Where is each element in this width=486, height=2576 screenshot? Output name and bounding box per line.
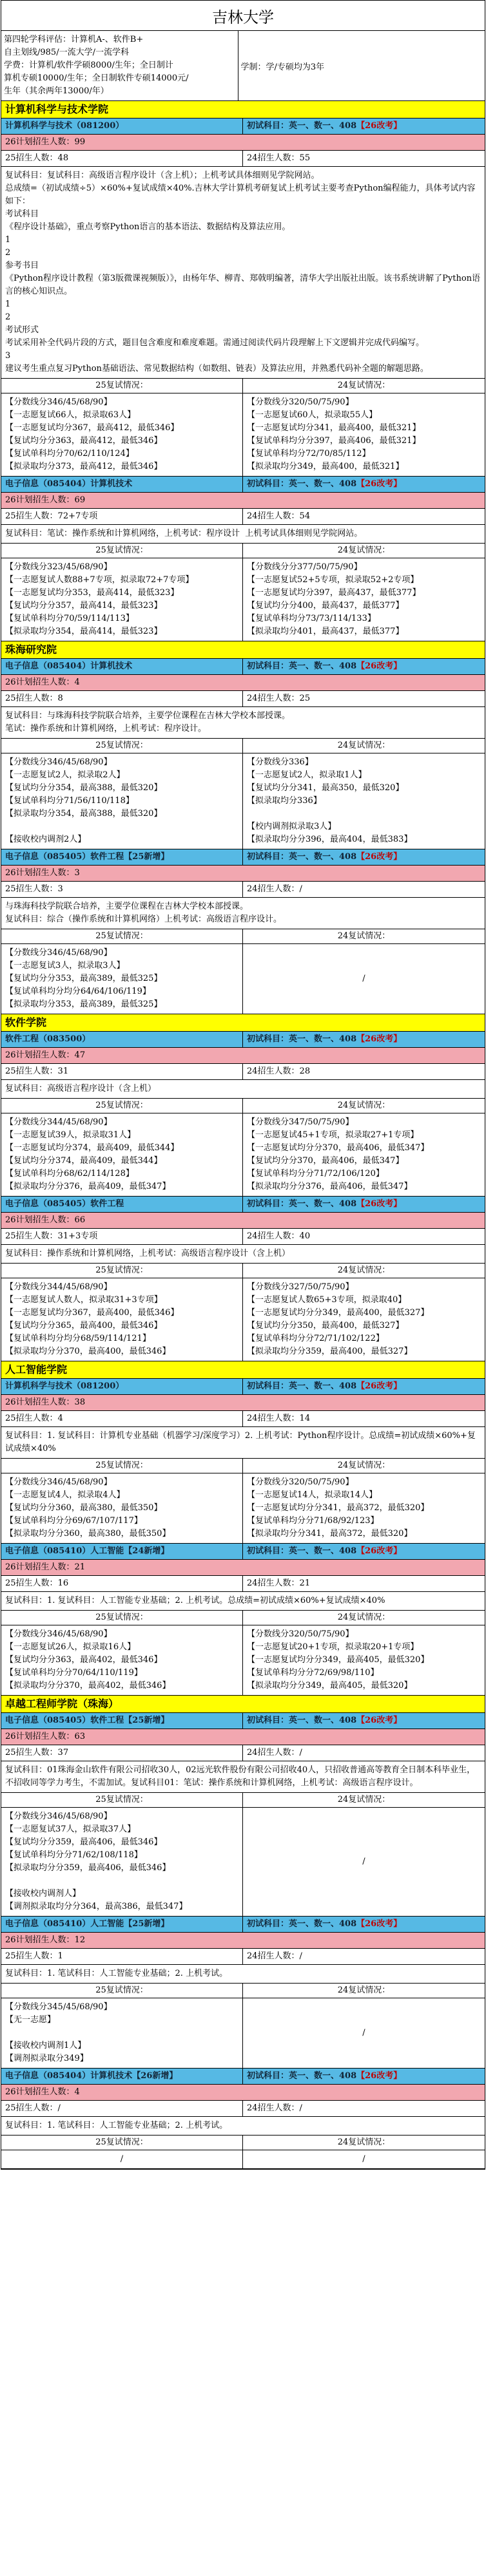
- exam-change-badge: 【26改考】: [356, 852, 402, 862]
- program-code: 电子信息（085404）计算机技术【26新增】: [1, 2069, 243, 2084]
- stat-line: 【复试单科均分70/62/110/124】: [5, 449, 134, 459]
- retest-subjects: 复试科目：笔试：操作系统和计算机网络，上机考试：程序设计 上机考试具体细则见学院网站。: [1, 525, 485, 544]
- exam-subjects: [243, 1379, 485, 1394]
- stat-line: 【一志愿复试均分分349，最高405，最低320】: [247, 1655, 429, 1665]
- plan-count: 26计划招生人数：66: [1, 1213, 485, 1229]
- retest-stats: [1, 558, 485, 641]
- retest-stats-25: [1, 944, 243, 1014]
- exam-subjects: [243, 1917, 485, 1932]
- retest-header: [1, 739, 485, 753]
- retest-header: [1, 1611, 485, 1625]
- exam-text: 初试科目：英一、数一、408: [247, 852, 357, 862]
- stat-line: 【拟录取均分354，最高388，最低320】: [5, 809, 162, 819]
- stat-line: 【分数线分347/50/75/90】: [247, 1117, 354, 1127]
- retest-stats-24: [243, 1113, 485, 1196]
- exam-text: 初试科目：英一、数一、408: [247, 1199, 357, 1209]
- stat-line: 【拟录取均分353，最高389，最低325】: [5, 999, 162, 1009]
- stat-line: 【复试单科均分分70/64/110/119】: [5, 1668, 142, 1678]
- exam-change-badge: 【26改考】: [356, 2071, 402, 2081]
- enrollment-row: [1, 691, 485, 707]
- program-code: 计算机科学与技术（081200）: [1, 118, 243, 134]
- stat-line: 【复试单科均分72/70/85/112】: [247, 449, 371, 459]
- retest-stats-24: [243, 1278, 485, 1361]
- stat-line: 【一志愿复试人数65+3专项，拟录取40】: [247, 1295, 407, 1305]
- exam-text: 初试科目：英一、数一、408: [247, 1716, 357, 1725]
- program-header: [1, 1197, 485, 1213]
- enrollment-24: 24招生人数：/: [247, 2103, 302, 2113]
- stat-line: 【分数线分分377/50/75/90】: [247, 562, 362, 572]
- stat-line: 【分数线分323/45/68/90】: [5, 562, 112, 572]
- retest-header: [1, 1264, 485, 1278]
- stat-line: 【分数线分327/50/75/90】: [247, 1282, 354, 1292]
- plan-count: 26计划招生人数：4: [1, 675, 485, 691]
- retest-header: [1, 379, 485, 393]
- stat-line: 【一志愿复试均分353，最高414，最低323】: [5, 588, 179, 598]
- stat-line: 【复试均分分360，最高380，最低350】: [5, 1503, 162, 1513]
- retest-stats: [1, 1473, 485, 1544]
- page: [1, 0, 485, 2170]
- stat-line: 【复试单科均分68/62/114/128】: [5, 1169, 134, 1179]
- retest-header-25: 25复试情况：: [1, 2136, 243, 2150]
- exam-text: 初试科目：英一、数一、408: [247, 1034, 357, 1044]
- info-line: 自主划线/985/一流大学/一流学科: [4, 48, 129, 57]
- stat-line: 【一志愿复试2人，拟录取1人】: [247, 770, 367, 780]
- enrollment-24: 24招生人数：25: [247, 694, 311, 703]
- enrollment-25: 25招生人数：/: [1, 2101, 243, 2116]
- program-header: [1, 1032, 485, 1048]
- stat-line: 【拟录取均分336】: [247, 796, 322, 806]
- plan-count: 26计划招生人数：12: [1, 1933, 485, 1949]
- enrollment-24: 24招生人数：40: [247, 1231, 311, 1241]
- exam-change-badge: 【26改考】: [356, 1546, 402, 1556]
- exam-change-badge: 【26改考】: [356, 1034, 402, 1044]
- stat-line: [5, 820, 238, 833]
- school-info: [1, 31, 485, 101]
- retest-stats-24: [243, 558, 485, 641]
- exam-change-badge: 【26改考】: [356, 1381, 402, 1391]
- stat-line: 【一志愿复试均分341，最高400，最低321】: [247, 423, 421, 433]
- stat-line: 【分数线分336】: [247, 757, 313, 767]
- program-header: [1, 1917, 485, 1933]
- retest-stats-25: [1, 1998, 243, 2068]
- retest-stats: [1, 1998, 485, 2069]
- stat-line: /: [120, 2154, 124, 2164]
- program-code: 电子信息（085404）计算机技术: [1, 659, 243, 674]
- stat-line: 【复试均分分357，最高414，最低323】: [5, 601, 162, 611]
- retest-header: [1, 1099, 485, 1113]
- stat-line: 【一志愿复试2人，拟录取2人】: [5, 770, 125, 780]
- retest-header: [1, 1793, 485, 1808]
- info-line: 学费：计算机/软件学硕8000/生年；全日制计: [4, 61, 173, 70]
- stat-line: 【拟录取均分分359，最高406，最低346】: [5, 1863, 171, 1873]
- retest-header-24: 24复试情况：: [337, 2137, 391, 2147]
- program-code: 电子信息（085405）软件工程: [1, 1197, 243, 1212]
- school-info-right: 学制：学/专硕均为3年: [240, 62, 325, 72]
- plan-count: 26计划招生人数：4: [1, 2085, 485, 2101]
- exam-text: 初试科目：英一、数一、408: [247, 1546, 357, 1556]
- college-header: 卓越工程师学院（珠海）: [1, 1696, 485, 1713]
- retest-header: [1, 929, 485, 944]
- retest-stats: [1, 1113, 485, 1197]
- exam-text: 初试科目：英一、数一、408: [247, 2071, 357, 2081]
- info-line: 第四轮学科评估：计算机A-、软件B+: [4, 35, 144, 44]
- retest-stats-25: [1, 1808, 243, 1916]
- stat-line: 【复试均分分341，最高350，最低320】: [247, 783, 404, 793]
- retest-stats: [1, 1278, 485, 1361]
- retest-stats-24: [243, 393, 485, 476]
- stat-line: 【拟录取均分分370，最高400，最低346】: [5, 1347, 171, 1356]
- program-code: 电子信息（085405）软件工程【25新增】: [1, 849, 243, 865]
- retest-header-24: 24复试情况：: [337, 381, 391, 390]
- stat-line: 【拟录取均分分359，最高400，最低327】: [247, 1347, 413, 1356]
- stat-line: 【一志愿复试人数人，拟录取31+3专项】: [5, 1295, 162, 1305]
- stat-line: 【复试单科均分71/56/110/118】: [5, 796, 134, 806]
- stat-line: 【拟录取均分分360，最高380，最低350】: [5, 1529, 171, 1539]
- stat-line: 【接收校内调剂1人】: [5, 2041, 86, 2050]
- retest-header: [1, 2136, 485, 2150]
- stat-line: 【一志愿复试3人，拟录取3人】: [5, 961, 125, 971]
- retest-header-25: 25复试情况：: [1, 1984, 243, 1998]
- stat-line: 【分数线分344/45/68/90】: [5, 1117, 112, 1127]
- stat-line: 【拟录取均分分396，最高404，最低383】: [247, 835, 413, 844]
- stat-line: 【复试单科均分分397，最高406，最低321】: [247, 436, 421, 446]
- retest-header-25: 25复试情况：: [1, 1264, 243, 1278]
- info-line: 生年（其余两年13000/年）: [4, 86, 109, 96]
- stat-line: 【复试均分分354，最高388，最低320】: [5, 783, 162, 793]
- retest-header-25: 25复试情况：: [1, 544, 243, 558]
- program-header: [1, 1379, 485, 1395]
- exam-change-badge: 【26改考】: [356, 661, 402, 671]
- stat-line: 【分数线分346/45/68/90】: [5, 397, 112, 407]
- retest-header: [1, 1459, 485, 1473]
- enrollment-24: 24招生人数：/: [247, 1748, 302, 1757]
- program-header: [1, 1713, 485, 1729]
- retest-subjects: 复试科目：与珠海科技学院联合培养，主要学位课程在吉林大学校本部授课。 笔试：操作系统和计算机网络，上机考试：程序设计。: [1, 707, 485, 739]
- stat-line: 【分数线分346/45/68/90】: [5, 1812, 112, 1821]
- retest-header: [1, 544, 485, 558]
- empty-marker: /: [362, 2028, 365, 2038]
- stat-line: 【分数线分346/45/68/90】: [5, 1629, 112, 1639]
- exam-change-badge: 【26改考】: [356, 1199, 402, 1209]
- retest-header-24: 24复试情况：: [337, 1265, 391, 1275]
- retest-stats: [1, 393, 485, 477]
- enrollment-row: [1, 882, 485, 898]
- enrollment-25: 25招生人数：3: [1, 882, 243, 897]
- stat-line: 【复试均分分400，最高437，最低377】: [247, 601, 404, 611]
- retest-stats-24: [243, 2150, 485, 2168]
- enrollment-row: [1, 1229, 485, 1245]
- retest-subjects: 复试科目：高级语言程序设计（含上机）: [1, 1080, 485, 1099]
- retest-header-25: 25复试情况：: [1, 929, 243, 943]
- stat-line: 【复试均分分353，最高389，最低325】: [5, 974, 162, 983]
- program-header: [1, 477, 485, 493]
- stat-line: 【一志愿复试均分367，最高412，最低346】: [5, 423, 179, 433]
- stat-line: 【一志愿复试均分374，最高409，最低344】: [5, 1143, 179, 1153]
- stat-line: 【拟录取均分354，最高414，最低323】: [5, 627, 162, 636]
- enrollment-row: [1, 1576, 485, 1592]
- stat-line: 【分数线分345/45/68/90】: [5, 2002, 112, 2012]
- stat-line: 【一志愿复试26人，拟录取16人】: [5, 1642, 136, 1652]
- retest-stats: [1, 753, 485, 849]
- plan-count: 26计划招生人数：63: [1, 1729, 485, 1745]
- retest-subjects: 复试科目：01珠海金山软件有限公司招收30人，02远光软件股份有限公司招收40人，只招收普通高等教育全日制本科毕业生，不招收同等学力考生，不需加试。复试科目01：笔试：操作系统和计算机网络，上机考试：高级语言程序设计。: [1, 1761, 485, 1793]
- stat-line: 【复试单科均分73/73/114/133】: [247, 614, 376, 623]
- retest-header-24: 24复试情况：: [337, 1985, 391, 1995]
- stat-line: 【一志愿复试人数88+7专项，拟录取72+7专项】: [5, 575, 194, 585]
- stat-line: 【一志愿复试66人，拟录取63人】: [5, 410, 136, 420]
- stat-line: 【一志愿复试14人，拟录取14人】: [247, 1490, 378, 1500]
- retest-stats-24: [243, 1998, 485, 2068]
- retest-subjects: 复试科目：1. 笔试科目：人工智能专业基础；2. 上机考试。: [1, 2117, 485, 2136]
- retest-subjects: 复试科目：1. 笔试科目：人工智能专业基础；2. 上机考试。: [1, 1965, 485, 1984]
- retest-header-24: 24复试情况：: [337, 931, 391, 941]
- retest-subjects: 复试科目：1. 复试科目：计算机专业基础（机器学习/深度学习）2. 上机考试：Python程序设计。总成绩=初试成绩×60%+复试成绩×40%: [1, 1427, 485, 1459]
- enrollment-24: 24招生人数：28: [247, 1066, 311, 1076]
- retest-stats-25: [1, 1473, 243, 1543]
- empty-marker: /: [362, 2154, 365, 2164]
- retest-header-25: 25复试情况：: [1, 1459, 243, 1473]
- retest-header-25: 25复试情况：: [1, 739, 243, 753]
- retest-stats: [1, 2150, 485, 2169]
- enrollment-row: [1, 509, 485, 525]
- enrollment-24: 24招生人数：/: [247, 1951, 302, 1961]
- retest-subjects: 复试科目：复试科目：高级语言程序设计（含上机）；上机考试具体细则见学院网站。 总成绩=（初试成绩÷5）×60%+复试成绩×40%.吉林大学计算机考研复试上机考试主要考查Python编程能力，具体考试内容如下： 考试科目 《程序设计基础》，重点考察Python语言的基本语法、数据结构及算法应用。 1 2 参考书目 《Python程序设计教程（第3版微课视频版）》，由杨年华、柳青、郑戟明编著，清华大学出版社出版。该书系统讲解了Python语言的核心知识点。 1 2 考试形式 考试采用补全代码片段的方式，题目包含难度和难度难题。需通过阅读代码片段理解上下文逻辑并完成代码编写。 3 建议考生重点复习Python基础语法、常见数据结构（如数组、链表）及算法应用，并熟悉代码补全题的解题思路。: [1, 167, 485, 379]
- stat-line: 【复试单科均分分69/67/107/117】: [5, 1516, 142, 1526]
- exam-change-badge: 【26改考】: [356, 479, 402, 489]
- stat-line: 【一志愿复试45+1专项，拟录取27+1专项】: [247, 1130, 419, 1140]
- exam-subjects: [243, 849, 485, 865]
- stat-line: 【复试单科均分均分68/59/114/121】: [5, 1334, 151, 1343]
- exam-subjects: [243, 1197, 485, 1212]
- stat-line: 【无一志愿】: [5, 2015, 56, 2025]
- enrollment-row: [1, 2101, 485, 2117]
- empty-marker: /: [362, 974, 365, 983]
- sections: [1, 101, 485, 2169]
- enrollment-24: 24招生人数：/: [247, 884, 302, 894]
- stat-line: 【分数线分344/45/68/90】: [5, 1282, 112, 1292]
- enrollment-row: [1, 1949, 485, 1965]
- enrollment-25: 25招生人数：8: [1, 691, 243, 706]
- stat-line: 【一志愿复试37人，拟录取37人】: [5, 1824, 136, 1834]
- stat-line: 【一志愿复试均分分349，最高400，最低327】: [247, 1308, 429, 1318]
- retest-subjects: 复试科目：操作系统和计算机网络，上机考试：高级语言程序设计（含上机）: [1, 1245, 485, 1264]
- stat-line: [5, 2027, 238, 2040]
- stat-line: 【复试均分分359，最高406，最低346】: [5, 1837, 162, 1847]
- exam-text: 初试科目：英一、数一、408: [247, 121, 357, 131]
- exam-subjects: [243, 1032, 485, 1047]
- exam-subjects: [243, 477, 485, 492]
- stat-line: 【一志愿复试52+5专项，拟录取52+2专项】: [247, 575, 419, 585]
- stat-line: 【拟录取均分分341，最高372，最低320】: [247, 1529, 413, 1539]
- retest-stats-25: [1, 1278, 243, 1361]
- enrollment-25: 25招生人数：37: [1, 1745, 243, 1761]
- stat-line: 【复试均分分374，最高409，最低344】: [5, 1156, 162, 1166]
- enrollment-24: 24招生人数：54: [247, 511, 311, 521]
- retest-header-24: 24复试情况：: [337, 1101, 391, 1110]
- enrollment-row: [1, 1745, 485, 1761]
- program-header: [1, 118, 485, 135]
- program-header: [1, 1544, 485, 1560]
- retest-stats-24: [243, 1473, 485, 1543]
- plan-count: 26计划招生人数：69: [1, 493, 485, 509]
- enrollment-row: [1, 151, 485, 167]
- stat-line: 【拟录取均分分370，最高402，最低346】: [5, 1681, 171, 1690]
- empty-marker: /: [362, 1857, 365, 1866]
- program-code: 电子信息（085405）软件工程【25新增】: [1, 1713, 243, 1728]
- stat-line: 【分数线分320/50/75/90】: [247, 397, 354, 407]
- stat-line: 【拟录取均分分376，最高409，最低347】: [5, 1182, 171, 1191]
- retest-stats-25: [1, 2150, 243, 2168]
- program-header: [1, 849, 485, 866]
- stat-line: 【一志愿复试均分分341，最高372，最低320】: [247, 1503, 429, 1513]
- retest-stats-25: [1, 1113, 243, 1196]
- stat-line: 【接收校内调剂人】: [5, 1889, 81, 1899]
- stat-line: 【分数线分346/45/68/90】: [5, 1477, 112, 1487]
- retest-header-24: 24复试情况：: [337, 545, 391, 555]
- enrollment-row: [1, 1411, 485, 1427]
- plan-count: 26计划招生人数：99: [1, 135, 485, 151]
- stat-line: 【复试单科均分均分64/64/106/119】: [5, 987, 151, 996]
- retest-header-24: 24复试情况：: [337, 1461, 391, 1470]
- exam-subjects: [243, 659, 485, 674]
- retest-header: [1, 1984, 485, 1998]
- stat-line: 【复试均分分350，最高400，最低327】: [247, 1321, 404, 1331]
- enrollment-25: 25招生人数：48: [1, 151, 243, 166]
- enrollment-row: [1, 1064, 485, 1080]
- retest-stats-25: [1, 753, 243, 849]
- retest-header-24: 24复试情况：: [337, 741, 391, 750]
- stat-line: 【分数线分320/50/75/90】: [247, 1477, 354, 1487]
- retest-stats-25: [1, 558, 243, 641]
- college-header: 珠海研究院: [1, 641, 485, 659]
- stat-line: 【分数线分346/45/68/90】: [5, 948, 112, 958]
- stat-line: 【复试单科均分分71/68/92/123】: [247, 1516, 379, 1526]
- stat-line: 【拟录取均分401，最高437，最低377】: [247, 627, 404, 636]
- plan-count: 26计划招生人数：38: [1, 1395, 485, 1411]
- exam-text: 初试科目：英一、数一、408: [247, 479, 357, 489]
- stat-line: 【一志愿复试60人，拟录取55人】: [247, 410, 378, 420]
- stat-line: 【一志愿复试均分397，最高437，最低377】: [247, 588, 421, 598]
- stat-line: 【复试单科均分分72/71/102/122】: [247, 1334, 384, 1343]
- exam-change-badge: 【26改考】: [356, 1716, 402, 1725]
- enrollment-25: 25招生人数：4: [1, 1411, 243, 1426]
- program-code: 电子信息（085410）人工智能【25新增】: [1, 1917, 243, 1932]
- enrollment-24: 24招生人数：14: [247, 1414, 311, 1423]
- enrollment-25: 25招生人数：31: [1, 1064, 243, 1079]
- stat-line: 【拟录取均分分376，最高406，最低347】: [247, 1182, 413, 1191]
- stat-line: 【一志愿复试均分367，最高400，最低346】: [5, 1308, 179, 1318]
- retest-stats-25: [1, 1625, 243, 1695]
- college-header: 计算机科学与技术学院: [1, 101, 485, 118]
- stat-line: 【拟录取均分分349，最高405，最低320】: [247, 1681, 413, 1690]
- retest-stats: [1, 1625, 485, 1696]
- retest-stats-24: [243, 944, 485, 1014]
- stat-line: 【一志愿复试4人，拟录取4人】: [5, 1490, 125, 1500]
- retest-stats: [1, 944, 485, 1014]
- retest-stats: [1, 1808, 485, 1917]
- stat-line: 【调剂拟录取均分分364，最高386，最低347】: [5, 1902, 188, 1911]
- college-header: 人工智能学院: [1, 1361, 485, 1379]
- retest-stats-24: [243, 1625, 485, 1695]
- school-info-left: [1, 31, 238, 100]
- retest-header-25: 25复试情况：: [1, 1611, 243, 1625]
- stat-line: 【复试单科均分70/59/114/113】: [5, 614, 134, 623]
- stat-line: 【复试均分分363，最高402，最低346】: [5, 1655, 162, 1665]
- stat-line: 【一志愿复试39人，拟录取31人】: [5, 1130, 136, 1140]
- retest-header-24: 24复试情况：: [337, 1795, 391, 1804]
- exam-subjects: [243, 2069, 485, 2084]
- stat-line: 【复试单科均分分71/62/108/118】: [5, 1850, 142, 1860]
- exam-text: 初试科目：英一、数一、408: [247, 661, 357, 671]
- enrollment-24: 24招生人数：55: [247, 153, 311, 163]
- exam-text: 初试科目：英一、数一、408: [247, 1381, 357, 1391]
- program-code: 计算机科学与技术（081200）: [1, 1379, 243, 1394]
- stat-line: 【复试均分分370，最高406，最低347】: [247, 1156, 404, 1166]
- program-header: [1, 659, 485, 675]
- retest-stats-24: [243, 1808, 485, 1916]
- exam-subjects: [243, 118, 485, 134]
- stat-line: 【接收校内调剂2人】: [5, 835, 86, 844]
- stat-line: 【复试均分分363，最高412，最低346】: [5, 436, 162, 446]
- page-title: 吉林大学: [1, 1, 485, 31]
- program-code: 电子信息（085404）计算机技术: [1, 477, 243, 492]
- stat-line: 【校内调剂拟录取3人】: [247, 822, 336, 831]
- stat-line: [5, 1875, 238, 1888]
- program-code: 软件工程（083500）: [1, 1032, 243, 1047]
- enrollment-25: 25招生人数：72+7专项: [1, 509, 243, 524]
- exam-subjects: [243, 1544, 485, 1559]
- retest-subjects: 与珠海科技学院联合培养，主要学位课程在吉林大学校本部授课。 复试科目：综合（操作系统和计算机网络）上机考试：高级语言程序设计。: [1, 898, 485, 929]
- retest-stats-25: [1, 393, 243, 476]
- stat-line: 【复试单科均分分71/72/106/120】: [247, 1169, 384, 1179]
- exam-subjects: [243, 1713, 485, 1728]
- stat-line: 【调剂拟录取分349】: [5, 2054, 88, 2063]
- stat-line: 【拟录取均分373，最高412，最低346】: [5, 462, 162, 471]
- program-code: 电子信息（085410）人工智能【24新增】: [1, 1544, 243, 1559]
- enrollment-24: 24招生人数：21: [247, 1578, 311, 1588]
- exam-change-badge: 【26改考】: [356, 121, 402, 131]
- stat-line: 【分数线分346/45/68/90】: [5, 757, 112, 767]
- plan-count: 26计划招生人数：3: [1, 866, 485, 882]
- stat-line: 【拟录取均分349，最高400，最低321】: [247, 462, 404, 471]
- program-header: [1, 2069, 485, 2085]
- stat-line: 【复试均分分365，最高400，最低346】: [5, 1321, 162, 1331]
- college-header: 软件学院: [1, 1014, 485, 1032]
- enrollment-25: 25招生人数：1: [1, 1949, 243, 1964]
- exam-change-badge: 【26改考】: [356, 1919, 402, 1929]
- retest-stats-24: [243, 753, 485, 849]
- stat-line: 【复试单科均分分72/69/98/110】: [247, 1668, 379, 1678]
- plan-count: 26计划招生人数：21: [1, 1560, 485, 1576]
- retest-header-25: 25复试情况：: [1, 1793, 243, 1807]
- stat-line: 【分数线分320/50/75/90】: [247, 1629, 354, 1639]
- retest-subjects: 复试科目：1. 复试科目：人工智能专业基础；2. 上机考试。总成绩=初试成绩×60%+复试成绩×40%: [1, 1592, 485, 1611]
- plan-count: 26计划招生人数：47: [1, 1048, 485, 1064]
- stat-line: 【一志愿复试均分分370，最高406，最低347】: [247, 1143, 429, 1153]
- retest-header-25: 25复试情况：: [1, 379, 243, 393]
- retest-header-25: 25复试情况：: [1, 1099, 243, 1113]
- info-line: 算机专硕10000/生年；全日制软件专硕14000元/: [4, 73, 189, 83]
- stat-line: [247, 808, 481, 820]
- exam-text: 初试科目：英一、数一、408: [247, 1919, 357, 1929]
- stat-line: 【一志愿复试20+1专项，拟录取20+1专项】: [247, 1642, 419, 1652]
- enrollment-25: 25招生人数：16: [1, 1576, 243, 1591]
- enrollment-25: 25招生人数：31+3专项: [1, 1229, 243, 1244]
- retest-header-24: 24复试情况：: [337, 1613, 391, 1622]
